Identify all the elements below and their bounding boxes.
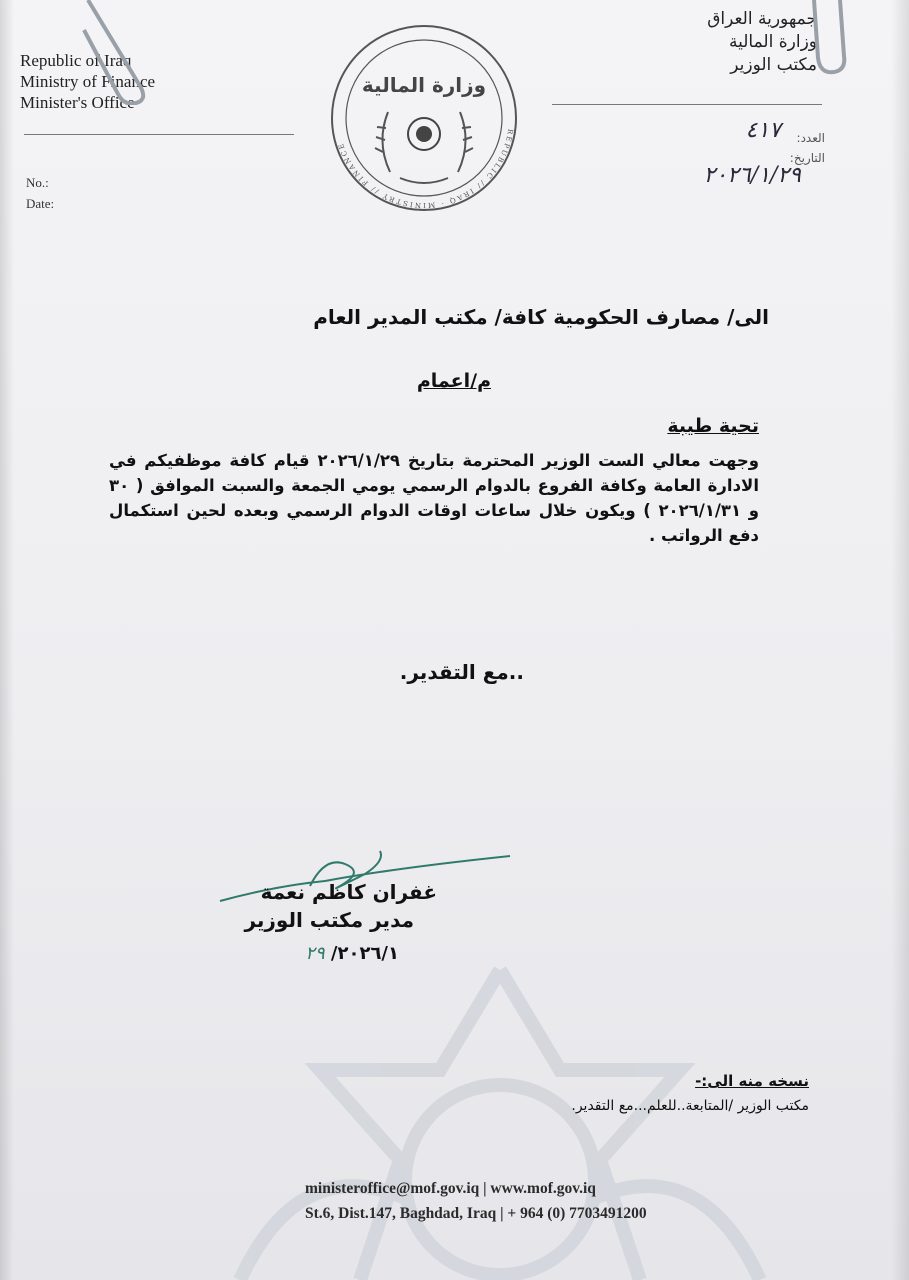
copies-heading: نسخه منه الى:- — [695, 1072, 809, 1090]
svg-text:REPUBLIC // IRAQ · MINISTRY //: REPUBLIC // IRAQ · MINISTRY // FINANCE — [336, 128, 515, 210]
copies-recipient: مكتب الوزير /المتابعة..للعلم...مع التقدير. — [571, 1098, 809, 1114]
reference-fields-arabic — [790, 128, 825, 168]
signature-date — [305, 943, 399, 964]
header-rule-left — [24, 134, 294, 135]
closing-line: ..مع التقدير. — [399, 660, 524, 684]
number-label-ar: العدد: — [796, 131, 825, 145]
page-shadow-right — [891, 0, 909, 1280]
subject-reference: م/اعمام — [416, 370, 491, 392]
footer-email-web: ministeroffice@mof.gov.iq | www.mof.gov.iq — [305, 1180, 596, 1197]
letter-number-handwritten: ٤١٧ — [745, 118, 781, 143]
letterhead-office: Minister's Office — [20, 93, 135, 112]
header-rule-right — [552, 104, 822, 105]
signature-date-handwritten: ٢٩ — [305, 943, 325, 964]
footer-contact — [305, 1176, 647, 1226]
signatory-title: مدير مكتب الوزير — [244, 908, 414, 932]
greeting: تحية طيبة — [667, 415, 759, 437]
letter-date-handwritten: ٢٠٢٦/١/٢٩ — [703, 163, 801, 188]
letterhead-country: Republic of Iraq — [20, 51, 132, 70]
date-label: Date: — [26, 196, 55, 211]
footer-address-phone: St.6, Dist.147, Baghdad, Iraq | + 964 (0) 7703491200 — [305, 1205, 647, 1222]
letter-body: وجهت معالي الست الوزير المحترمة بتاريخ ٢٠٢٦/١/٢٩ قيام كافة موظفيكم في الادارة العامة وكافة الفروع بالدوام الرسمي يومي الجمعة والسبت الموافق ( ٣٠ و ٢٠٢٦/١/٣١ ) ويكون خلال ساعات اوقات الدوام الرسمي وبعده لحين استكمال دفع الرواتب . — [109, 451, 760, 545]
emblem-title: وزارة المالية — [361, 73, 487, 97]
paper-clip-left-icon — [78, 0, 158, 105]
signature-date-printed: ٢٠٢٦/١/ — [330, 943, 399, 964]
signatory-name: غفران كاظم نعمة — [260, 880, 437, 904]
recipient-line: الى/ مصارف الحكومية كافة/ مكتب المدير العام — [313, 305, 769, 329]
date-label-ar: التاريخ: — [789, 151, 825, 165]
number-label: No.: — [26, 175, 49, 190]
page-shadow-left — [0, 0, 14, 1280]
reference-fields-english — [26, 172, 54, 214]
letterhead-office-ar: مكتب الوزير — [730, 55, 817, 75]
letterhead-country-ar: جمهورية العراق — [707, 9, 817, 29]
letterhead-ministry-ar: وزارة المالية — [729, 32, 817, 52]
paper-clip-right-icon — [800, 0, 860, 80]
ministry-emblem-icon — [328, 22, 520, 214]
watermark-pattern — [180, 950, 820, 1280]
letterhead-ministry: Ministry of Finance — [20, 72, 156, 91]
